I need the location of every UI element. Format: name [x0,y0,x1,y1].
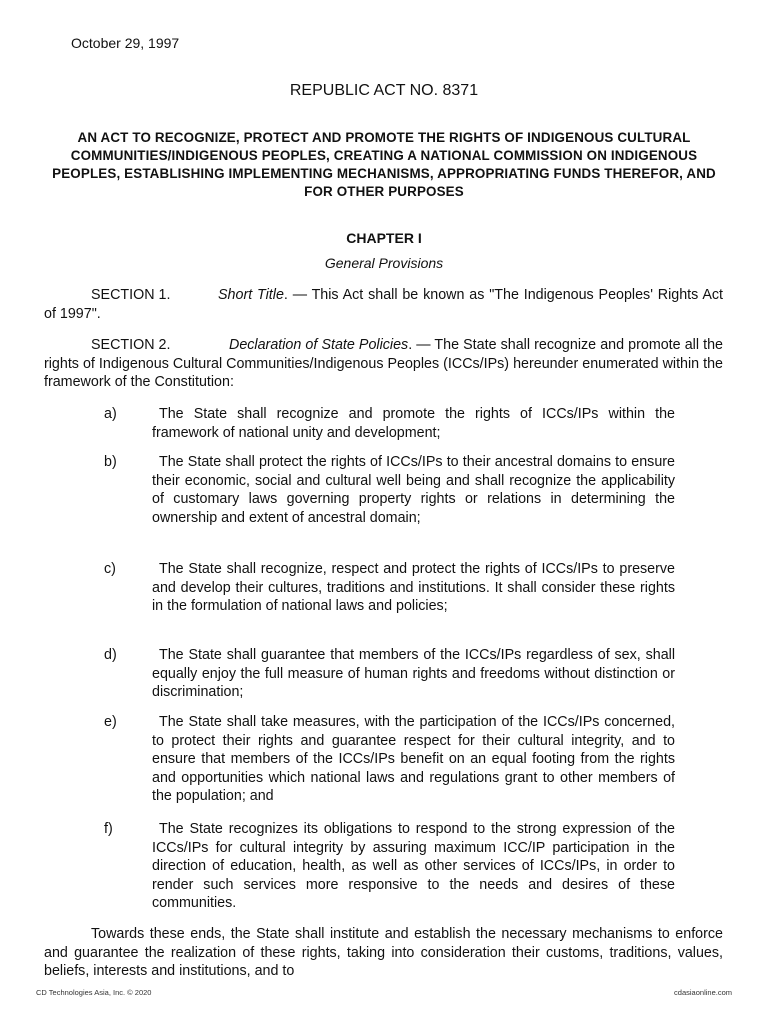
chapter-subtitle: General Provisions [324,255,444,271]
closing-text: Towards these ends, the State shall institute and establish the necessary mechanisms to enforce and guarantee the realization of these rights, taking into consideration their customs, traditions, values, beliefs, interests and institutions, and to [44,926,723,979]
section-2-text: . — The State shall recognize and promote all the rights of Indigenous Cultural Communities/Indigenous Peoples (ICCs/IPs) hereunder enumerated within the framework of the Constitution: [44,337,723,390]
section-2-heading: Declaration of State Policies [229,337,409,353]
item-text: The State shall guarantee that members of the ICCs/IPs regardless of sex, shall equally enjoy the full measure of human rights and freedoms without distinction or discrimination; [152,647,675,700]
list-item-f [100,820,675,913]
item-text: The State shall recognize and promote the rights of ICCs/IPs within the framework of national unity and development; [152,406,675,441]
chapter-label: CHAPTER I [346,230,422,246]
item-marker: a) [104,406,117,422]
list-item-b [100,453,675,527]
footer-website: cdasiaonline.com [674,988,732,997]
footer-copyright: CD Technologies Asia, Inc. © 2020 [36,988,152,997]
item-marker: f) [104,821,113,837]
item-marker: c) [104,561,116,577]
item-text: The State recognizes its obligations to respond to the strong expression of the ICCs/IPs for cultural integrity by assuring maximum ICC/IP participation in the direction of education, health, as well as other services of ICCs/IPs, in order to render such services more responsive to the needs and desires of these communities. [152,821,675,911]
section-1-text: . — This Act shall be known as "The Indigenous Peoples' Rights Act of 1997". [44,287,723,322]
item-text: The State shall take measures, with the participation of the ICCs/IPs concerned, to protect their rights and guarantee respect for their cultural integrity, and to ensure that members of the ICCs/IPs benefit on an equal footing from the rights and opportunities which national laws and regulations grant to other members of the population; and [152,714,675,804]
act-title: AN ACT TO RECOGNIZE, PROTECT AND PROMOTE THE RIGHTS OF INDIGENOUS CULTURAL COMMUNITIES/INDIGENOUS PEOPLES, CREATING A NATIONAL COMMISSION ON INDIGENOUS PEOPLES, ESTABLISHING IMPLEMENTING MECHANISMS, APPROPRIATING FUNDS THEREFOR, AND FOR OTHER PURPOSES [52,130,716,199]
list-item-a [100,405,675,442]
section-1-heading: Short Title [218,287,284,303]
list-item-c [100,560,675,616]
section-2 [44,336,723,392]
list-item-e [100,713,675,806]
closing-paragraph [44,925,723,981]
list-item-d [100,646,675,702]
item-marker: e) [104,714,117,730]
section-1-label: SECTION 1. [91,287,171,303]
section-2-label: SECTION 2. [91,337,171,353]
item-text: The State shall protect the rights of ICCs/IPs to their ancestral domains to ensure their economic, social and cultural well being and shall recognize the applicability of customary laws governing property rights or relations in determining the ownership and extent of ancestral domain; [152,454,675,526]
document-date: October 29, 1997 [71,35,180,51]
item-marker: d) [104,647,117,663]
section-1 [44,286,723,323]
act-number: REPUBLIC ACT NO. 8371 [289,82,479,99]
item-text: The State shall recognize, respect and protect the rights of ICCs/IPs to preserve and develop their cultures, traditions and institutions. It shall consider these rights in the formulation of national laws and policies; [152,561,675,614]
item-marker: b) [104,454,117,470]
